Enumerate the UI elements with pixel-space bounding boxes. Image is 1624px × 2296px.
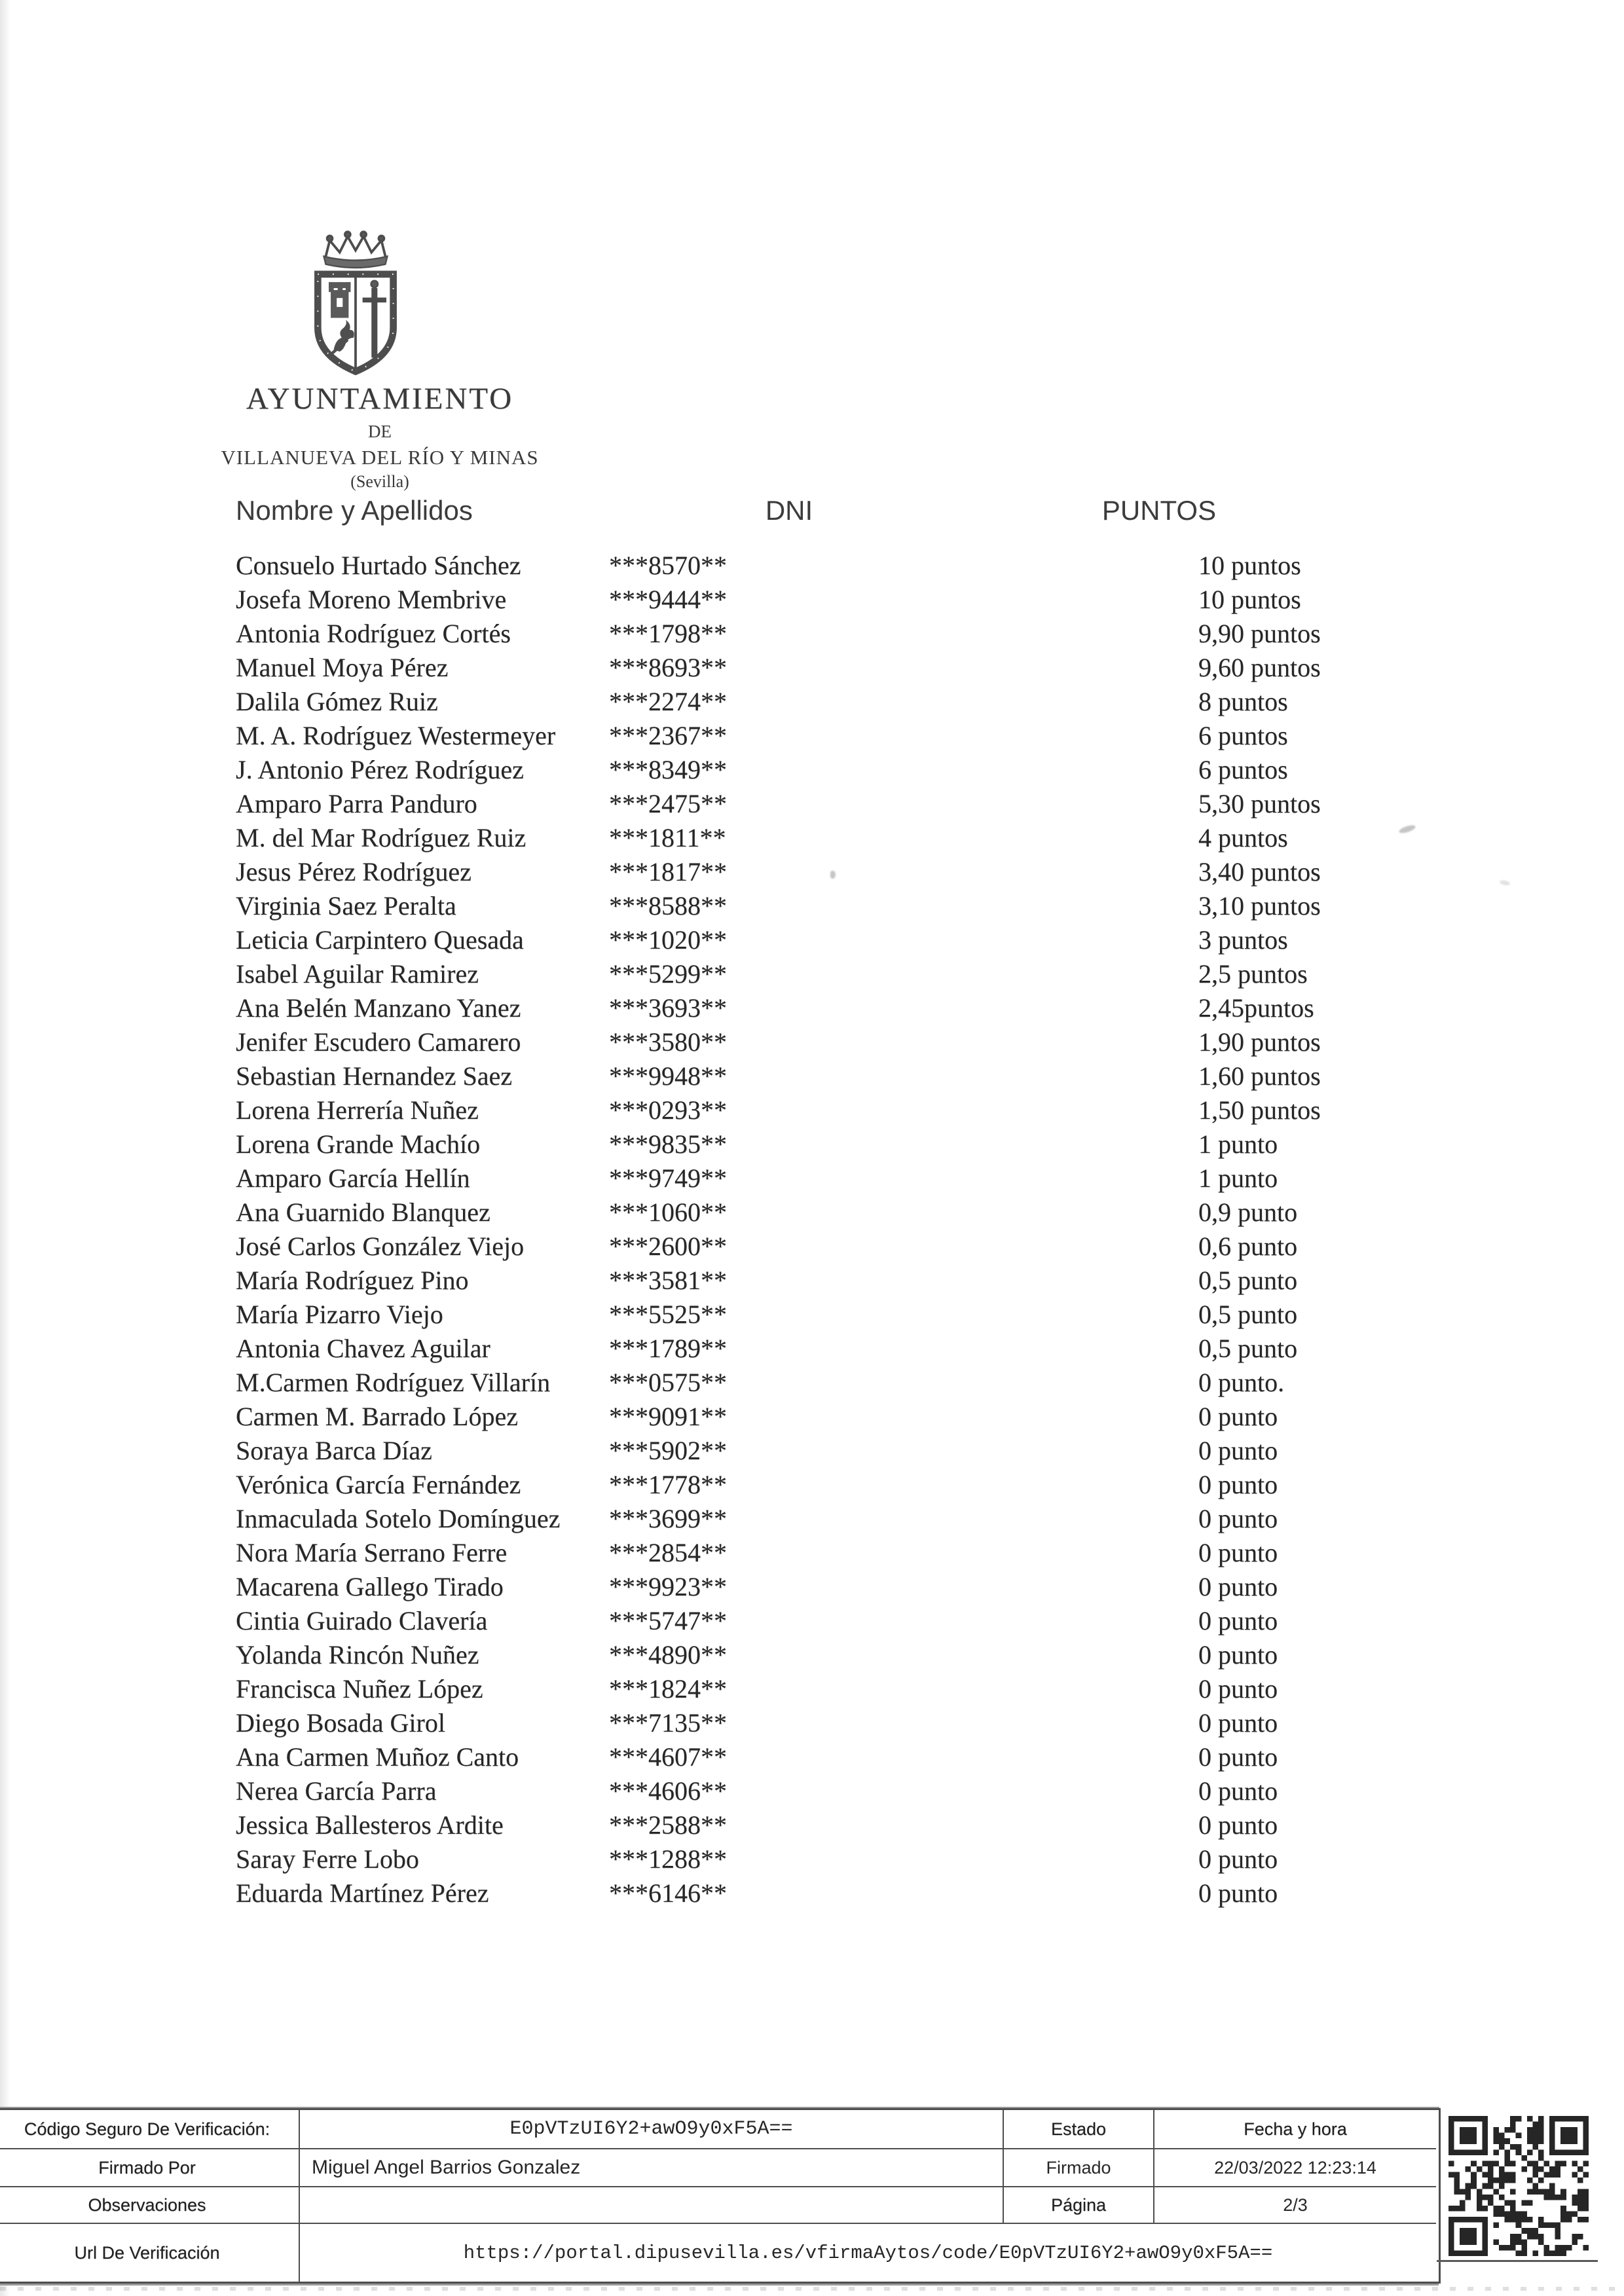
table-row	[236, 923, 1349, 957]
person-name: Dalila Gómez Ruiz	[236, 687, 438, 716]
person-name: M.Carmen Rodríguez Villarín	[236, 1368, 551, 1397]
person-dni: ***2600**	[609, 1231, 727, 1261]
person-dni: ***1824**	[609, 1674, 727, 1704]
org-de: DE	[368, 422, 392, 441]
table-row	[236, 583, 1349, 617]
table-row	[236, 1672, 1349, 1706]
qr-code-icon	[1449, 2116, 1589, 2256]
person-puntos: 1,90 puntos	[1198, 1027, 1321, 1057]
person-dni: ***3580**	[609, 1027, 727, 1057]
table-row	[236, 1093, 1349, 1127]
person-dni: ***1020**	[609, 925, 727, 955]
csv-value: E0pVTzUI6Y2+awO9y0xF5A==	[300, 2110, 1004, 2149]
fecha-header: Fecha y hora	[1154, 2110, 1436, 2149]
person-puntos: 0 punto	[1198, 1810, 1278, 1840]
person-name: Nora María Serrano Ferre	[236, 1538, 507, 1567]
person-puntos: 9,90 puntos	[1198, 619, 1321, 648]
person-name: Leticia Carpintero Quesada	[236, 925, 524, 955]
person-dni: ***0293**	[609, 1095, 727, 1125]
person-puntos: 0 punto	[1198, 1572, 1278, 1601]
verification-footer-table	[0, 2108, 1441, 2284]
person-dni: ***4607**	[609, 1742, 727, 1772]
person-name: Virginia Saez Peralta	[236, 891, 456, 920]
person-name: Isabel Aguilar Ramirez	[236, 959, 479, 989]
org-province: (Sevilla)	[350, 472, 409, 491]
person-dni: ***2588**	[609, 1810, 727, 1840]
person-name: Francisca Nuñez López	[236, 1674, 483, 1704]
person-name: Antonia Chavez Aguilar	[236, 1334, 490, 1363]
table-row	[236, 1876, 1349, 1910]
person-dni: ***3581**	[609, 1266, 727, 1295]
person-dni: ***9749**	[609, 1163, 727, 1193]
person-puntos: 0 punto	[1198, 1742, 1278, 1772]
roster-rows	[236, 549, 1349, 1910]
person-puntos: 10 puntos	[1198, 551, 1301, 580]
table-row	[236, 1740, 1349, 1774]
person-name: Lorena Herrería Nuñez	[236, 1095, 479, 1125]
table-row	[236, 753, 1349, 787]
person-dni: ***8588**	[609, 891, 727, 920]
person-name: Carmen M. Barrado López	[236, 1402, 518, 1431]
person-name: Eduarda Martínez Pérez	[236, 1878, 489, 1908]
person-puntos: 4 puntos	[1198, 823, 1288, 852]
table-row	[236, 1230, 1349, 1264]
table-row	[236, 855, 1349, 889]
table-row	[236, 1059, 1349, 1093]
firmado-por-label: Firmado Por	[0, 2149, 300, 2187]
column-header-name: Nombre y Apellidos	[236, 495, 473, 526]
table-row	[236, 1400, 1349, 1434]
person-puntos: 3 puntos	[1198, 925, 1288, 955]
person-dni: ***1060**	[609, 1197, 727, 1227]
person-name: Amparo García Hellín	[236, 1163, 470, 1193]
person-name: Jessica Ballesteros Ardite	[236, 1810, 504, 1840]
person-puntos: 0 punto	[1198, 1436, 1278, 1465]
pagina-value: 2/3	[1154, 2187, 1436, 2224]
person-dni: ***5747**	[609, 1606, 727, 1635]
person-dni: ***8693**	[609, 653, 727, 682]
person-name: Lorena Grande Machío	[236, 1129, 481, 1159]
column-header-puntos: PUNTOS	[1101, 495, 1217, 526]
person-puntos: 0 punto	[1198, 1708, 1278, 1738]
person-name: J. Antonio Pérez Rodríguez	[236, 755, 524, 784]
observaciones-value	[300, 2187, 1004, 2224]
person-dni: ***0575**	[609, 1368, 727, 1397]
table-row	[236, 821, 1349, 855]
person-puntos: 9,60 puntos	[1198, 653, 1321, 682]
table-row	[236, 617, 1349, 651]
table-row	[236, 1638, 1349, 1672]
qr-cell-border	[1437, 2260, 1598, 2262]
person-puntos: 3,10 puntos	[1198, 891, 1321, 920]
table-row	[236, 1706, 1349, 1740]
person-puntos: 1,50 puntos	[1198, 1095, 1321, 1125]
person-name: M. del Mar Rodríguez Ruiz	[236, 823, 526, 852]
firmado-por-value: Miguel Angel Barrios Gonzalez	[300, 2149, 1004, 2187]
table-row	[236, 1536, 1349, 1570]
table-row	[236, 1025, 1349, 1059]
person-dni: ***5902**	[609, 1436, 727, 1465]
table-row	[236, 787, 1349, 821]
person-puntos: 1,60 puntos	[1198, 1061, 1321, 1091]
person-puntos: 6 puntos	[1198, 721, 1288, 750]
person-puntos: 0 punto	[1198, 1674, 1278, 1704]
table-row	[236, 1127, 1349, 1161]
person-puntos: 3,40 puntos	[1198, 857, 1321, 886]
person-puntos: 0 punto	[1198, 1538, 1278, 1567]
person-puntos: 0 punto	[1198, 1402, 1278, 1431]
person-name: Nerea García Parra	[236, 1776, 437, 1806]
estado-header: Estado	[1004, 2110, 1154, 2149]
person-dni: ***8349**	[609, 755, 727, 784]
person-name: Manuel Moya Pérez	[236, 653, 449, 682]
person-puntos: 0 punto	[1198, 1878, 1278, 1908]
scan-artifact	[1398, 824, 1416, 835]
person-name: Ana Belén Manzano Yanez	[236, 993, 521, 1023]
table-row	[236, 1468, 1349, 1502]
person-dni: ***1817**	[609, 857, 727, 886]
person-puntos: 0,6 punto	[1198, 1231, 1298, 1261]
table-row	[236, 991, 1349, 1025]
person-dni: ***5525**	[609, 1300, 727, 1329]
person-dni: ***1288**	[609, 1844, 727, 1874]
person-puntos: 8 puntos	[1198, 687, 1288, 716]
person-name: Cintia Guirado Clavería	[236, 1606, 488, 1635]
person-dni: ***4890**	[609, 1640, 727, 1669]
person-name: Amparo Parra Panduro	[236, 789, 477, 818]
column-header-dni: DNI	[765, 495, 813, 526]
person-name: Yolanda Rincón Nuñez	[236, 1640, 479, 1669]
scan-noise-band	[0, 2287, 1624, 2291]
estado-value: Firmado	[1004, 2149, 1154, 2187]
person-dni: ***2274**	[609, 687, 727, 716]
table-row	[236, 1604, 1349, 1638]
person-dni: ***9444**	[609, 585, 727, 614]
pagina-label: Página	[1004, 2187, 1154, 2224]
person-name: Saray Ferre Lobo	[236, 1844, 419, 1874]
person-name: María Rodríguez Pino	[236, 1266, 469, 1295]
table-row	[236, 889, 1349, 923]
person-dni: ***1789**	[609, 1334, 727, 1363]
table-row	[236, 549, 1349, 583]
org-municipality: VILLANUEVA DEL RÍO Y MINAS	[221, 446, 539, 469]
person-name: José Carlos González Viejo	[236, 1231, 525, 1261]
person-dni: ***9091**	[609, 1402, 727, 1431]
table-row	[236, 685, 1349, 719]
person-name: Jenifer Escudero Camarero	[236, 1027, 521, 1057]
person-dni: ***7135**	[609, 1708, 727, 1738]
person-name: Josefa Moreno Membrive	[236, 585, 507, 614]
table-row	[236, 719, 1349, 753]
table-row	[236, 1808, 1349, 1842]
person-dni: ***1811**	[609, 823, 726, 852]
person-puntos: 1 punto	[1198, 1129, 1278, 1159]
roster-column-headers	[236, 495, 1349, 526]
person-name: Ana Carmen Muñoz Canto	[236, 1742, 519, 1772]
person-puntos: 0,5 punto	[1198, 1300, 1298, 1329]
person-puntos: 0 punto	[1198, 1504, 1278, 1533]
person-name: Ana Guarnido Blanquez	[236, 1197, 490, 1227]
person-dni: ***1798**	[609, 619, 727, 648]
person-puntos: 0 punto	[1198, 1844, 1278, 1874]
person-dni: ***3693**	[609, 993, 727, 1023]
table-row	[236, 1298, 1349, 1332]
letterhead	[216, 381, 544, 492]
municipal-coat-of-arms-icon	[296, 227, 415, 378]
csv-label: Código Seguro De Verificación:	[0, 2110, 300, 2149]
person-name: Sebastian Hernandez Saez	[236, 1061, 513, 1091]
person-dni: ***2475**	[609, 789, 727, 818]
person-dni: ***5299**	[609, 959, 727, 989]
person-dni: ***4606**	[609, 1776, 727, 1806]
person-puntos: 0 punto	[1198, 1776, 1278, 1806]
person-dni: ***8570**	[609, 551, 727, 580]
person-puntos: 6 puntos	[1198, 755, 1288, 784]
person-dni: ***9948**	[609, 1061, 727, 1091]
person-name: Antonia Rodríguez Cortés	[236, 619, 511, 648]
observaciones-label: Observaciones	[0, 2187, 300, 2224]
person-name: Macarena Gallego Tirado	[236, 1572, 504, 1601]
table-row	[236, 957, 1349, 991]
table-row	[236, 1434, 1349, 1468]
person-dni: ***2367**	[609, 721, 727, 750]
scan-artifact	[830, 871, 836, 879]
person-name: Verónica García Fernández	[236, 1470, 521, 1499]
person-puntos: 5,30 puntos	[1198, 789, 1321, 818]
table-row	[236, 1570, 1349, 1604]
scan-artifact	[1499, 879, 1510, 886]
person-puntos: 10 puntos	[1198, 585, 1301, 614]
table-row	[236, 1264, 1349, 1298]
person-name: Soraya Barca Díaz	[236, 1436, 432, 1465]
fecha-value: 22/03/2022 12:23:14	[1154, 2149, 1436, 2187]
person-puntos: 0 punto	[1198, 1640, 1278, 1669]
table-row	[236, 1502, 1349, 1536]
person-name: Jesus Pérez Rodríguez	[236, 857, 471, 886]
person-puntos: 1 punto	[1198, 1163, 1278, 1193]
url-label: Url De Verificación	[0, 2224, 300, 2282]
person-puntos: 0,5 punto	[1198, 1334, 1298, 1363]
table-row	[236, 1366, 1349, 1400]
person-puntos: 0 punto	[1198, 1606, 1278, 1635]
table-row	[236, 1161, 1349, 1195]
person-name: Inmaculada Sotelo Domínguez	[236, 1504, 561, 1533]
person-puntos: 2,5 puntos	[1198, 959, 1308, 989]
person-name: María Pizarro Viejo	[236, 1300, 443, 1329]
person-dni: ***2854**	[609, 1538, 727, 1567]
person-dni: ***6146**	[609, 1878, 727, 1908]
table-row	[236, 651, 1349, 685]
person-dni: ***9923**	[609, 1572, 727, 1601]
person-dni: ***1778**	[609, 1470, 727, 1499]
person-dni: ***3699**	[609, 1504, 727, 1533]
person-puntos: 0,5 punto	[1198, 1266, 1298, 1295]
table-row	[236, 1774, 1349, 1808]
person-puntos: 0 punto	[1198, 1470, 1278, 1499]
table-row	[236, 1195, 1349, 1230]
table-row	[236, 1332, 1349, 1366]
person-dni: ***9835**	[609, 1129, 727, 1159]
person-name: M. A. Rodríguez Westermeyer	[236, 721, 556, 750]
person-name: Consuelo Hurtado Sánchez	[236, 551, 521, 580]
person-puntos: 2,45puntos	[1198, 993, 1314, 1023]
org-name: AYUNTAMIENTO	[246, 382, 514, 416]
person-puntos: 0 punto.	[1198, 1368, 1285, 1397]
person-puntos: 0,9 punto	[1198, 1197, 1298, 1227]
url-value: https://portal.dipusevilla.es/vfirmaAytos/code/E0pVTzUI6Y2+awO9y0xF5A==	[463, 2242, 1273, 2264]
person-name: Diego Bosada Girol	[236, 1708, 445, 1738]
table-row	[236, 1842, 1349, 1876]
scan-edge-artifact	[0, 0, 10, 2296]
